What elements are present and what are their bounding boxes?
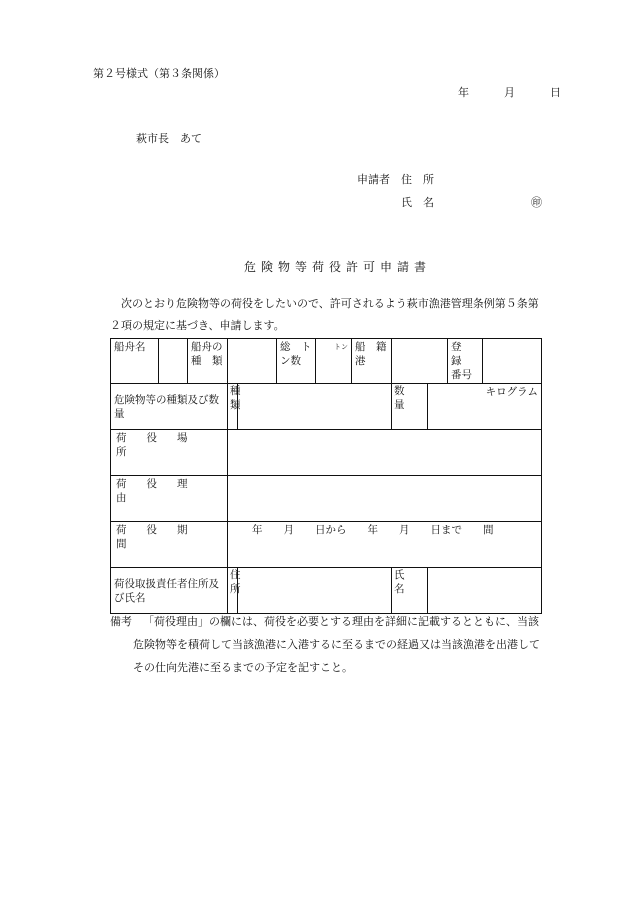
- period-label: 荷役期間: [111, 522, 228, 568]
- notes-line-1: 「荷役理由」の欄には、荷役を必要とする理由を詳細に記載するとともに、当該: [143, 615, 539, 628]
- table-row-ship: [111, 339, 542, 384]
- ship-type-label: 船舟の 種 類: [188, 339, 228, 384]
- form-number: 第２号様式（第３条関係）: [93, 67, 225, 80]
- date-year-label: 年: [458, 86, 469, 99]
- date-month-label: 月: [504, 86, 515, 99]
- registry-port-value[interactable]: [392, 339, 448, 384]
- reg-number-value[interactable]: [483, 339, 542, 384]
- handler-label: 荷役取扱責任者住所及び氏名: [111, 568, 228, 614]
- kind-label: 種 類: [228, 384, 238, 430]
- ship-type-value[interactable]: [228, 339, 277, 384]
- ship-name-label: 船舟名: [111, 339, 159, 384]
- place-label: 荷役場所: [111, 430, 228, 476]
- handler-name-label: 氏 名: [392, 568, 428, 614]
- body-text-line-1: 次のとおり危険物等の荷役をしたいので、許可されるよう萩市漁港管理条例第５条第: [121, 297, 539, 310]
- applicant-address-label: 住 所: [401, 173, 434, 186]
- notes-line-2: 危険物等を積荷して当該漁港に入港するに至るまでの経過又は当該漁港を出港して: [133, 638, 540, 651]
- application-table: [110, 338, 542, 614]
- handler-address-value[interactable]: [238, 568, 392, 614]
- handler-address-label: 住 所: [228, 568, 238, 614]
- applicant-label: 申請者: [357, 173, 390, 186]
- date-day-label: 日: [550, 86, 561, 99]
- body-text-line-2: ２項の規定に基づき、申請します。: [110, 319, 285, 332]
- ton-unit: トン: [334, 343, 348, 351]
- table-row-place: [111, 430, 542, 476]
- dangerous-goods-label: 危険物等の種類及び数量: [111, 384, 228, 430]
- gross-ton-label: 総 ト ン数: [277, 339, 316, 384]
- reg-number-label: 登 録 番号: [448, 339, 483, 384]
- table-row-period: [111, 522, 542, 568]
- quantity-label: 数 量: [392, 384, 428, 430]
- date-line: [458, 86, 561, 100]
- addressee: 萩市長 あて: [136, 132, 202, 145]
- handler-name-value[interactable]: [428, 568, 542, 614]
- table-row-handler: [111, 568, 542, 614]
- applicant-name-label: 氏 名: [401, 196, 434, 209]
- document-title: 危険物等荷役許可申請書: [244, 260, 432, 274]
- kind-value[interactable]: [238, 384, 392, 430]
- quantity-value[interactable]: [428, 384, 542, 430]
- seal-mark: ㊞: [531, 196, 542, 209]
- ship-name-value[interactable]: [159, 339, 188, 384]
- reason-value[interactable]: [228, 476, 542, 522]
- table-row-reason: [111, 476, 542, 522]
- gross-ton-value[interactable]: [316, 339, 352, 384]
- registry-port-label: 船 籍 港: [352, 339, 392, 384]
- table-row-dangerous-goods: [111, 384, 542, 430]
- notes-label: 備考: [110, 615, 132, 628]
- notes-section: [110, 610, 550, 679]
- notes-line-3: その仕向先港に至るまでの予定を記すこと。: [133, 661, 353, 674]
- kg-unit: キログラム: [485, 386, 538, 398]
- place-value[interactable]: [228, 430, 542, 476]
- reason-label: 荷役理由: [111, 476, 228, 522]
- period-value[interactable]: 年 月 日から 年 月 日まで 間: [228, 522, 542, 568]
